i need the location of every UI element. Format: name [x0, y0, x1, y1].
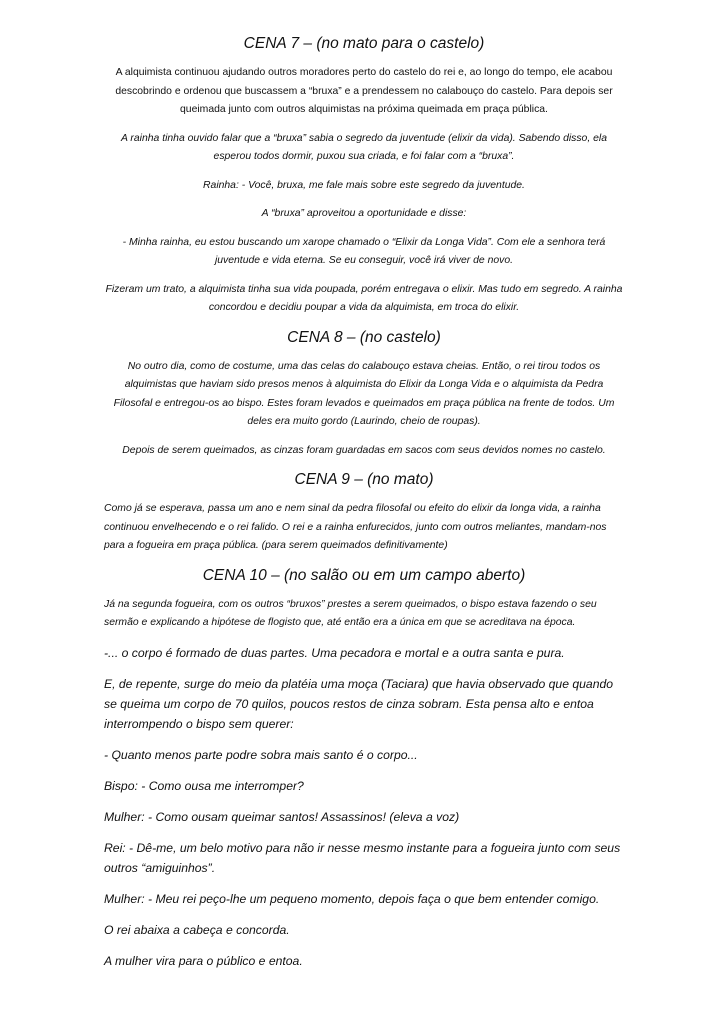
scene-7-paragraph-6: Fizeram um trato, a alquimista tinha sua vida poupada, porém entregava o elixir. Mas tudo em segredo. A rainha concordou e decidiu poupar a vida da alquimista, em troca do elixir. [105, 283, 623, 313]
scene-10-bishop-line: Bispo: - Como ousa me interromper? [104, 778, 304, 793]
scene-7-witch-line: - Minha rainha, eu estou buscando um xarope chamado o “Elixir da Longa Vida”. Com ele a senhora terá juventude e vida eterna. Se eu conseguir, você irá viver de novo. [122, 236, 606, 266]
scene-8-paragraph-2: Depois de serem queimados, as cinzas foram guardadas em sacos com seus devidos nomes no castelo. [122, 444, 606, 456]
scene-7-paragraph-2: A rainha tinha ouvido falar que a “bruxa” sabia o segredo da juventude (elixir da vida). Sabendo disso, ela esperou todos dormir, puxou sua criada, e foi falar com a “bruxa”. [121, 132, 607, 162]
scene-10-king-agrees: O rei abaixa a cabeça e concorda. [104, 922, 290, 937]
scene-10-woman-line-1: Mulher: - Como ousam queimar santos! Assassinos! (eleva a voz) [104, 809, 460, 824]
scene-7-queen-line: Rainha: - Você, bruxa, me fale mais sobre este segredo da juventude. [203, 179, 525, 191]
scene-7-heading: CENA 7 – (no mato para o castelo) [243, 35, 485, 52]
scene-10-paragraph-1: Já na segunda fogueira, com os outros “bruxos” prestes a serem queimados, o bispo estava fazendo o seu sermão e explicando a hipótese de flogisto que, até então era a única em que se acreditava na época. [104, 598, 597, 628]
scene-9-heading: CENA 9 – (no mato) [294, 471, 434, 488]
scene-10-bishop-sermon: -... o corpo é formado de duas partes. Uma pecadora e mortal e a outra santa e pura. [104, 645, 565, 660]
scene-9-paragraph-1: Como já se esperava, passa um ano e nem sinal da pedra filosofal ou efeito do elixir da longa vida, a rainha continuou envelhecendo e o rei falido. O rei e a rainha enfurecidos, junto com outros meliantes, mandam-nos para a fogueira em praça pública. (para serem queimados definitivamente) [104, 503, 607, 551]
scene-8-paragraph-1: No outro dia, como de costume, uma das celas do calabouço estava cheias. Então, o rei tirou todos os alquimistas que haviam sido presos menos à alquimista do Elixir da Longa Vida e o alquimista da Pedra Filosofal e entregou-os ao bispo. Estes foram levados e queimados em praça pública na frente de todos. Um deles era muito gordo (Laurindo, cheio de roupas). [113, 360, 615, 427]
scene-10-woman-line-2: Mulher: - Meu rei peço-lhe um pequeno momento, depois faça o que bem entender comigo. [104, 891, 600, 906]
scene-10-heading: CENA 10 – (no salão ou em um campo aberto) [202, 566, 526, 584]
scene-7-paragraph-1: A alquimista continuou ajudando outros moradores perto do castelo do rei e, ao longo do tempo, ele acabou descobrindo e ordenou que buscassem a “bruxa” e a prendessem no calabouço do castelo. Para depois ser queimada junto com outros alquimistas na próxima queimada em praça pública. [115, 67, 613, 115]
scene-7-paragraph-4: A “bruxa” aproveitou a oportunidade e disse: [261, 208, 467, 219]
scene-10-woman-turns: A mulher vira para o público e entoa. [104, 953, 303, 968]
scene-10-paragraph-3: E, de repente, surge do meio da platéia uma moça (Taciara) que havia observado que quando se queima um corpo de 70 quilos, poucos restos de cinza sobram. Esta pensa alto e entoa interrompendo o bispo sem querer: [104, 676, 614, 731]
scene-8-heading: CENA 8 – (no castelo) [287, 328, 441, 346]
document-page [104, 34, 624, 982]
scene-10-woman-thought: - Quanto menos parte podre sobra mais santo é o corpo... [104, 747, 418, 762]
scene-10-king-line: Rei: - Dê-me, um belo motivo para não ir nesse mesmo instante para a fogueira junto com seus outros “amiguinhos”. [104, 840, 621, 875]
